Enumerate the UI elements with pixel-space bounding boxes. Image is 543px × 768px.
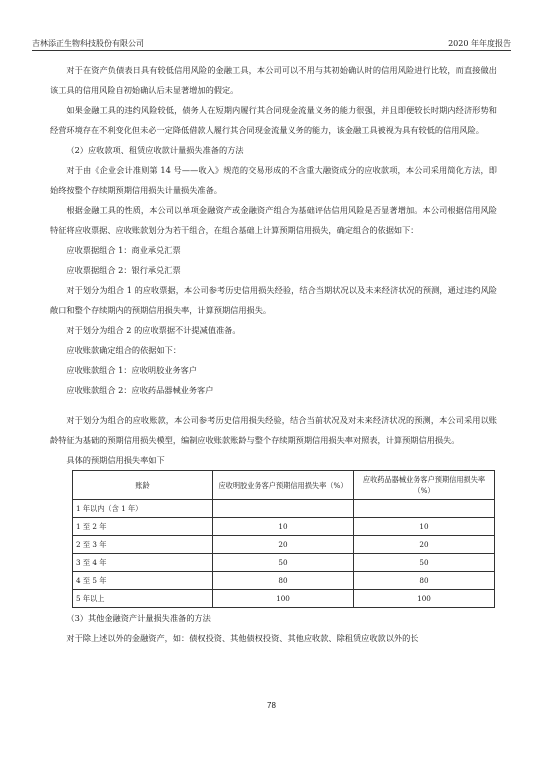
paragraph-low-risk: 对于在资产负债表日具有较低信用风险的金融工具，本公司可以不用与其初始确认时的信用风险进行比较，而直接做出该工具的信用风险自初始确认后未显著增加的假定。 bbox=[50, 65, 497, 95]
table-row bbox=[73, 536, 495, 554]
pharma-rate-cell: 100 bbox=[354, 590, 495, 608]
paragraph-group-2-method: 对于划分为组合 2 的应收票据不计提减值准备。 bbox=[66, 325, 241, 335]
pharma-rate-cell: 10 bbox=[354, 518, 495, 536]
list-item-ar-group-2: 应收账款组合 2：应收药品器械业务客户 bbox=[66, 385, 214, 395]
table-header-aging: 账龄 bbox=[73, 471, 213, 500]
table-row bbox=[73, 554, 495, 572]
table-row bbox=[73, 590, 495, 608]
list-item-notes-group-1: 应收票据组合 1：商业承兑汇票 bbox=[66, 245, 181, 255]
aging-cell: 1 年以内（含 1 年） bbox=[73, 500, 213, 518]
paragraph-grouping-basis: 根据金融工具的性质，本公司以单项金融资产或金融资产组合为基础评估信用风险是否显著增加。本公司根据信用风险特征将应收票据、应收账款划分为若干组合，在组合基础上计算预期信用损失，确定组合的依据如下： bbox=[50, 205, 497, 235]
table-caption: 具体的预期信用损失率如下 bbox=[66, 455, 165, 465]
paragraph-ar-grouping: 应收账款确定组合的依据如下： bbox=[66, 345, 182, 355]
document-body bbox=[50, 60, 497, 648]
list-item-notes-group-2: 应收票据组合 2：银行承兑汇票 bbox=[66, 265, 181, 275]
table-row bbox=[73, 500, 495, 518]
page-number: 78 bbox=[267, 701, 276, 710]
aging-cell: 3 至 4 年 bbox=[73, 554, 213, 572]
gelatin-rate-cell bbox=[213, 500, 354, 518]
table-header-pharma: 应收药品器械业务客户预期信用损失率（%） bbox=[354, 471, 495, 500]
header-company: 吉林添正生物科技股份有限公司 bbox=[32, 39, 144, 48]
pharma-rate-cell bbox=[354, 500, 495, 518]
pharma-rate-cell: 20 bbox=[354, 536, 495, 554]
section-heading-other-assets: （3）其他金融资产计量损失准备的方法 bbox=[66, 613, 211, 623]
paragraph-group-1-method: 对于划分为组合 1 的应收票据，本公司参考历史信用损失经验，结合当期状况以及未来经济状况的预测，通过违约风险敞口和整个存续期内的预期信用损失率，计算预期信用损失。 bbox=[50, 285, 497, 315]
aging-cell: 2 至 3 年 bbox=[73, 536, 213, 554]
table-header-row bbox=[73, 471, 495, 500]
pharma-rate-cell: 80 bbox=[354, 572, 495, 590]
aging-cell: 5 年以上 bbox=[73, 590, 213, 608]
table-row bbox=[73, 572, 495, 590]
aging-cell: 4 至 5 年 bbox=[73, 572, 213, 590]
pharma-rate-cell: 50 bbox=[354, 554, 495, 572]
gelatin-rate-cell: 80 bbox=[213, 572, 354, 590]
table-row bbox=[73, 518, 495, 536]
gelatin-rate-cell: 20 bbox=[213, 536, 354, 554]
table-header-gelatin: 应收明胶业务客户预期信用损失率（%） bbox=[213, 471, 354, 500]
list-item-ar-group-1: 应收账款组合 1：应收明胶业务客户 bbox=[66, 365, 198, 375]
paragraph-simplified-method: 对于由《企业会计准则第 14 号——收入》规范的交易形成的不含重大融资成分的应收款项，本公司采用简化方法，即始终按整个存续期预期信用损失计量损失准备。 bbox=[50, 165, 497, 195]
page-header bbox=[32, 38, 511, 51]
paragraph-aging-model: 对于划分为组合的应收账款，本公司参考历史信用损失经验，结合当前状况及对未来经济状况的预测，本公司采用以账龄特征为基础的预期信用损失模型，编制应收账款账龄与整个存续期预期信用损失率对照表，计算预期信用损失。 bbox=[50, 415, 497, 445]
paragraph-default-risk: 如果金融工具的违约风险较低，债务人在短期内履行其合同现金流量义务的能力很强，并且即便较长时期内经济形势和经营环境存在不利变化但未必一定降低借款人履行其合同现金流量义务的能力，该金融工具被视为具有较低的信用风险。 bbox=[50, 105, 497, 135]
aging-cell: 1 至 2 年 bbox=[73, 518, 213, 536]
header-report-title: 2020 年年度报告 bbox=[448, 39, 511, 48]
section-heading-receivables: （2）应收款项、租赁应收款计量损失准备的方法 bbox=[66, 145, 244, 155]
gelatin-rate-cell: 50 bbox=[213, 554, 354, 572]
gelatin-rate-cell: 100 bbox=[213, 590, 354, 608]
loss-rate-table bbox=[72, 470, 495, 608]
paragraph-other-assets: 对于除上述以外的金融资产，如：债权投资、其他债权投资、其他应收款、除租赁应收款以外的长 bbox=[66, 633, 419, 643]
gelatin-rate-cell: 10 bbox=[213, 518, 354, 536]
